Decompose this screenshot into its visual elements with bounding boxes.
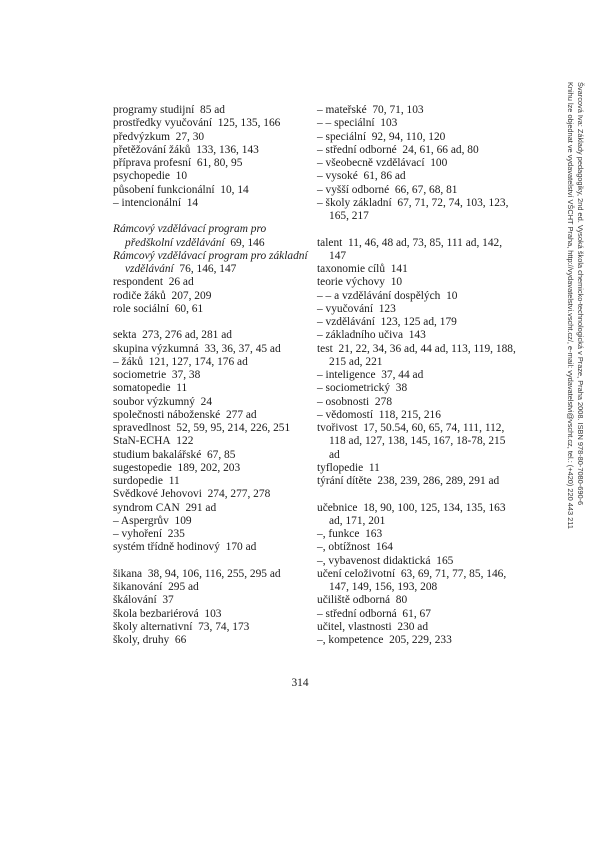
index-pages: 24 [200,395,213,408]
index-entry [317,594,517,607]
index-entry [317,303,517,316]
index-pages: 76, 146, 147 [179,263,237,275]
index-pages: 164 [375,541,393,554]
index-term: – vyučování [317,302,373,315]
index-pages: 37, 44 ad [381,369,424,381]
index-entry [113,382,308,395]
index-entry [113,276,308,289]
index-term: – inteligence [317,369,376,381]
index-entry [317,475,517,488]
index-pages: 165 [436,554,454,567]
index-term: syndrom CAN [113,501,180,514]
index-pages: 121, 127, 174, 176 ad [148,355,248,368]
index-pages: 67, 71, 72, 74, 103, 123, 165, 217 [329,196,509,222]
index-pages: 70, 71, 103 [372,104,424,116]
index-term: –, obtížnost [317,541,371,554]
index-entry [113,184,308,197]
index-pages: 11, 46, 48 ad, 73, 85, 111 ad, 142, 147 [329,236,503,262]
index-entry [317,634,517,647]
index-pages: 273, 276 ad, 281 ad [142,329,232,342]
index-term: učebnice [317,501,358,514]
section-gap [113,555,308,568]
index-entry [113,581,308,594]
index-term: – vyhoření [113,528,163,540]
index-pages: 10 [175,170,188,183]
index-term: teorie výchovy [317,276,386,289]
index-term: role sociální [113,302,169,315]
index-entry [317,117,517,130]
index-entry [317,541,517,554]
index-term: systém třídně hodinový [113,541,220,554]
index-pages: 21, 22, 34, 36 ad, 44 ad, 113, 119, 188, 215 ad, 221 [329,342,516,368]
index-entry [317,263,517,276]
index-entry [317,422,517,462]
index-entry [113,104,308,117]
index-term: – všeobecně vzdělávací [317,157,425,169]
index-pages: 73, 74, 173 [198,620,250,633]
index-entry [113,223,308,250]
index-term: – žáků [113,355,144,368]
index-entry [113,250,308,277]
index-pages: 38 [395,382,408,395]
index-entry [113,449,308,462]
section-gap [317,488,517,501]
index-term: – střední odborná [317,607,397,620]
index-entry [317,197,517,224]
index-column-right [317,104,517,647]
index-entry [113,528,308,541]
index-term: spravedlnost [113,422,171,434]
index-term: talent [317,236,343,249]
index-entry [113,502,308,515]
index-pages: 63, 69, 71, 77, 85, 146, 147, 149, 156, 193, 208 [329,567,507,593]
index-pages: 103 [380,117,398,130]
index-pages: 38, 94, 106, 116, 255, 295 ad [147,567,281,580]
index-entry [113,475,308,488]
index-entry [113,462,308,475]
index-pages: 141 [390,263,408,275]
index-entry [317,131,517,144]
index-term: –, vybavenost didaktická [317,554,431,567]
index-term: předvýzkum [113,130,170,143]
index-entry [317,290,517,303]
index-entry [317,184,517,197]
index-term: – vyšší odborné [317,183,390,196]
index-term: studium bakalářské [113,448,202,461]
index-term: sekta [113,329,137,342]
index-pages: 11 [176,382,188,395]
section-gap [113,210,308,223]
index-column-left [113,104,308,647]
index-pages: 207, 209 [171,289,212,302]
index-term: sociometrie [113,369,167,381]
index-term: šikanování [113,581,163,593]
index-term: příprava profesní [113,157,192,169]
index-entry [317,343,517,370]
index-pages: 278 [374,395,393,408]
index-term: přetěžování žáků [113,143,191,156]
index-term: učitel, vlastnosti [317,620,392,633]
index-entry [317,568,517,595]
index-entry [113,117,308,130]
index-term: – vzdělávání [317,316,375,328]
index-term: – střední odborné [317,143,397,156]
publication-sidebar [565,82,585,642]
index-term: somatopedie [113,382,171,395]
index-pages: 10 [390,276,403,289]
index-term: – mateřské [317,104,367,116]
index-term: – – a vzdělávání dospělých [317,289,441,302]
index-term: rodiče žáků [113,289,166,302]
index-term: prostředky vyučování [113,117,213,130]
index-pages: 230 ad [397,620,429,633]
index-term: – intencionální [113,196,182,209]
index-entry [113,396,308,409]
index-pages: 37 [162,594,174,607]
index-entry [317,621,517,634]
index-pages: 27, 30 [175,130,205,143]
index-pages: 143 [408,329,426,342]
index-entry [113,144,308,157]
index-entry [113,131,308,144]
index-term: StaN-ECHA [113,435,171,448]
index-entry [317,237,517,264]
index-term: Svědkové Jehovovi [113,488,202,501]
index-entry [113,541,308,554]
index-pages: 33, 36, 37, 45 ad [204,342,281,355]
index-term: programy studijní [113,104,195,116]
index-pages: 189, 202, 203 [177,461,241,474]
index-pages: 122 [176,435,194,448]
index-pages: 291 ad [185,501,217,514]
section-gap [113,316,308,329]
index-term: respondent [113,276,163,289]
index-entry [113,343,308,356]
index-entry [317,144,517,157]
sidebar-citation: Švarcová Iva: Základy pedagogiky, 2nd ed. Vysoká škola chemicko-technologická v Praze, Praha 2008. ISBN 978-80-7080-690-6 [576,82,585,506]
index-pages: 61, 80, 95 [196,157,243,169]
index-pages: 14 [186,196,199,209]
index-entry [113,290,308,303]
index-pages: 295 ad [168,581,199,593]
index-term: učiliště odborná [317,594,391,607]
index-term: test [317,342,333,355]
index-pages: 235 [167,528,185,540]
index-entry [317,528,517,541]
index-pages: 60, 61 [174,302,204,315]
index-pages: 37, 38 [171,369,201,381]
index-pages: 66 [174,634,187,646]
index-pages: 11 [168,475,180,487]
sidebar-order-info: Knihu lze objednat ve vydavatelství VŠCHT Praha, http://vydavatelstvi.vscht.cz/, e-mail: vydavatelstvi@vscht.cz, tel.: (+420) 220 443 211 [566,82,576,529]
index-pages: 11 [368,461,380,474]
index-entry [113,634,308,647]
index-term: učení celoživotní [317,567,396,580]
index-term: tyflopedie [317,461,364,474]
index-term: tvořivost [317,422,358,434]
index-pages: 66, 67, 68, 81 [394,183,458,196]
index-entry [317,369,517,382]
index-term: školy alternativní [113,620,193,633]
index-pages: 67, 85 [206,448,236,461]
index-pages: 92, 94, 110, 120 [371,130,446,143]
index-entry [317,608,517,621]
index-pages: 10, 14 [220,183,249,196]
index-pages: 85 ad [200,104,226,116]
index-term: skupina výzkumná [113,342,199,355]
index-entry [113,329,308,342]
index-term: školy, druhy [113,634,170,646]
index-term: – vědomostí [317,408,374,421]
index-entry [113,422,308,435]
index-term: taxonomie cílů [317,263,386,275]
index-pages: 123 [378,302,396,315]
index-term: – osobnosti [317,395,370,408]
index-entry [317,157,517,170]
index-pages: 61, 67 [402,607,431,620]
index-entry [317,382,517,395]
index-entry [317,462,517,475]
index-term: šikana [113,567,143,580]
index-term: soubor výzkumný [113,395,195,408]
index-term: – speciální [317,130,367,143]
index-pages: 109 [174,514,192,527]
index-entry [113,197,308,210]
index-pages: 10 [446,289,458,302]
index-entry [317,396,517,409]
index-term: surdopedie [113,475,163,487]
index-entry [317,276,517,289]
index-term: – vysoké [317,170,358,183]
index-entry [317,409,517,422]
index-term: škola bezbariérová [113,607,199,620]
index-term: – základního učiva [317,329,404,342]
index-entry [317,502,517,529]
index-pages: 80 [395,594,408,607]
index-pages: 100 [430,157,448,169]
index-entry [113,170,308,183]
index-term: škálování [113,594,157,607]
index-entry [113,303,308,316]
index-pages: 238, 239, 286, 289, 291 ad [377,475,500,487]
index-entry [317,170,517,183]
index-pages: 61, 86 ad [363,170,406,183]
page-number: 314 [291,677,309,689]
index-entry [113,621,308,634]
index-entry [317,555,517,568]
index-entry [113,356,308,369]
index-entry [113,594,308,607]
index-entry [113,515,308,528]
index-pages: 123, 125 ad, 179 [380,316,457,328]
index-term: působení funkcionální [113,183,215,196]
index-term: – školy základní [317,196,392,209]
index-entry [113,488,308,501]
index-entry [113,409,308,422]
index-pages: 133, 136, 143 [196,143,259,156]
index-entry [113,157,308,170]
index-pages: 103 [204,607,222,620]
index-term: sugestopedie [113,461,172,474]
index-entry [113,435,308,448]
index-pages: 18, 90, 100, 125, 134, 135, 163 ad, 171, 201 [329,501,506,527]
index-entry [317,104,517,117]
index-entry [113,369,308,382]
index-pages: 26 ad [168,276,194,289]
index-pages: 24, 61, 66 ad, 80 [402,143,479,156]
index-term: –, kompetence [317,634,384,646]
index-term: Rámcový vzdělávací program pro předškolní vzdělávání [113,223,267,249]
index-term: – – speciální [317,117,375,130]
index-entry [113,608,308,621]
index-pages: 163 [365,528,383,540]
index-pages: 274, 277, 278 [207,488,271,501]
index-term: týrání dítěte [317,475,372,487]
index-term: –, funkce [317,528,360,540]
index-pages: 69, 146 [230,236,265,249]
index-term: Rámcový vzdělávací program pro základní vzdělávání [113,249,308,275]
index-pages: 118, 215, 216 [378,408,441,421]
index-pages: 277 ad [225,408,257,421]
index-term: – Aspergrův [113,514,169,527]
index-term: – sociometrický [317,382,391,395]
index-pages: 17, 50.54, 60, 65, 74, 111, 112, 118 ad, 127, 138, 145, 167, 18-78, 215 ad [329,422,506,461]
index-pages: 205, 229, 233 [389,634,452,646]
index-pages: 170 ad [225,541,257,554]
section-gap [317,223,517,236]
index-entry [317,316,517,329]
index-entry [317,329,517,342]
index-term: společnosti náboženské [113,408,221,421]
index-pages: 52, 59, 95, 214, 226, 251 [176,422,291,434]
index-term: psychopedie [113,170,170,183]
index-pages: 125, 135, 166 [217,117,281,130]
index-entry [113,568,308,581]
